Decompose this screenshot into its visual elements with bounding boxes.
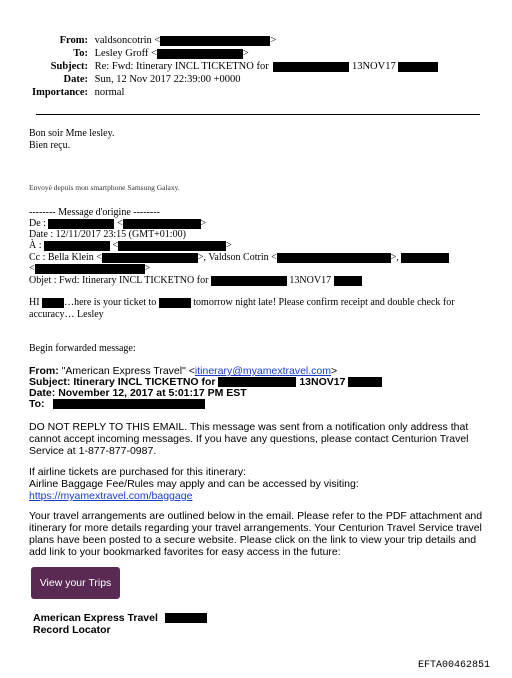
header-from-value: valdsoncotrin < xyxy=(94,35,161,46)
notice-p3-line-4: add link to your bookmarked favorites for easy access in the future: xyxy=(29,546,341,558)
forwarded-date-value: November 12, 2017 at 5:01:17 PM EST xyxy=(58,387,247,399)
forwarded-subject-date: 13NOV17 xyxy=(299,376,346,388)
forwarded-from-email-link[interactable]: itinerary@myamextravel.com xyxy=(194,365,331,377)
redaction xyxy=(348,377,382,387)
header-subject-value: Re: Fwd: Itinerary INCL TICKETNO for xyxy=(94,61,269,72)
header-date-label: Date: xyxy=(63,74,88,85)
redaction xyxy=(53,399,205,409)
reply-signature: Envoyé depuis mon smartphone Samsung Galaxy. xyxy=(29,183,180,192)
reply-line-2: Bien reçu. xyxy=(29,140,71,151)
redaction xyxy=(35,264,145,274)
original-a-label: À : xyxy=(29,240,42,251)
redaction xyxy=(277,253,391,263)
redaction xyxy=(165,613,207,623)
original-objet-row xyxy=(29,275,362,287)
original-a-end: > xyxy=(226,240,232,251)
redaction xyxy=(334,276,362,286)
notice-p3-line-3: plans have been posted to a secure website. Please click on the link to view your trip details and xyxy=(29,534,477,546)
notice-p1-line-3: Service at 1-877-877-0987. xyxy=(29,445,157,457)
redaction xyxy=(159,298,191,308)
notice-p1-line-2: cannot accept incoming messages. If you have any questions, please contact Centurion Travel xyxy=(29,433,469,445)
redaction xyxy=(48,219,114,229)
forwarded-subject-value: Itinerary INCL TICKETNO for xyxy=(73,376,216,388)
original-body-hi: HI xyxy=(29,297,40,308)
forwarded-subject-label: Subject: xyxy=(29,376,71,388)
original-cc-label: Cc : Bella Klein < xyxy=(29,252,102,263)
original-date: Date : 12/11/2017 23:15 (GMT+01:00) xyxy=(29,229,186,240)
header-to-value: Lesley Groff < xyxy=(94,48,157,59)
original-cc-line2-start: < xyxy=(29,263,35,274)
forwarded-from-label: From: xyxy=(29,365,59,377)
header-to-row xyxy=(0,47,249,60)
footer-record-locator: Record Locator xyxy=(33,624,111,636)
redaction xyxy=(123,219,201,229)
notice-p3-line-2: itinerary for more details regarding your travel arrangements. Your Centurion Travel Service travel xyxy=(29,522,482,534)
view-trips-button[interactable]: View your Trips xyxy=(31,567,120,599)
redaction xyxy=(102,253,198,263)
original-cc-mid: >, Valdson Cotrin < xyxy=(197,252,277,263)
redaction xyxy=(273,62,349,72)
footer-company: American Express Travel xyxy=(33,612,158,624)
header-to-label: To: xyxy=(73,48,88,59)
baggage-link[interactable]: https://myamextravel.com/baggage xyxy=(29,490,193,502)
notice-p3-line-1: Your travel arrangements are outlined below in the email. Please refer to the PDF attachment and xyxy=(29,510,483,522)
original-de-end: > xyxy=(200,218,207,229)
original-a-row: À : < > xyxy=(29,240,232,251)
redaction xyxy=(218,377,296,387)
original-title: -------- Message d'origine -------- xyxy=(29,207,160,218)
header-from-row xyxy=(0,34,276,47)
header-to-end: > xyxy=(242,48,249,59)
notice-p1-line-1: DO NOT REPLY TO THIS EMAIL. This message was sent from a notification only address that xyxy=(29,421,469,433)
notice-p2-line-2: Airline Baggage Fee/Rules may apply and can be accessed by visiting: xyxy=(29,478,359,490)
redaction xyxy=(157,49,243,59)
header-subject-date: 13NOV17 xyxy=(351,61,396,72)
original-body-line-1 xyxy=(29,297,455,309)
forwarded-begin: Begin forwarded message: xyxy=(29,343,136,354)
forwarded-from-value: "American Express Travel" < xyxy=(61,365,195,377)
forwarded-from-end: > xyxy=(331,365,338,377)
notice-p2-line-1: If airline tickets are purchased for this itinerary: xyxy=(29,466,247,478)
header-importance-value: normal xyxy=(94,87,125,98)
redaction xyxy=(44,241,110,251)
document-id: EFTA00462851 xyxy=(418,660,491,671)
original-objet-label: Objet : Fwd: Itinerary INCL TICKETNO for xyxy=(29,275,209,286)
original-cc-row-2 xyxy=(29,263,150,275)
redaction xyxy=(398,62,438,72)
header-from-end: > xyxy=(270,35,277,46)
redaction xyxy=(42,298,64,308)
header-date-value: Sun, 12 Nov 2017 22:39:00 +0000 xyxy=(94,74,241,85)
reply-line-1: Bon soir Mme lesley. xyxy=(29,128,115,139)
header-subject-label: Subject: xyxy=(50,61,88,72)
original-body-line-2: accuracy… Lesley xyxy=(29,309,104,320)
original-de-row: De : < > xyxy=(29,218,207,229)
header-from-label: From: xyxy=(59,35,88,46)
original-cc-line2-end: > xyxy=(144,263,151,274)
header-subject-row xyxy=(0,60,438,73)
original-body-end: tomorrow night late! Please confirm receipt and double check for xyxy=(193,297,455,308)
footer-company-row xyxy=(33,612,207,625)
header-importance-label: Importance: xyxy=(32,87,88,98)
original-cc-end: >, xyxy=(390,252,399,263)
redaction xyxy=(211,276,287,286)
forwarded-to-label: To: xyxy=(29,398,45,410)
forwarded-date-label: Date: xyxy=(29,387,56,399)
original-de-label: De : xyxy=(29,218,46,229)
header-date-row xyxy=(0,73,241,86)
redaction xyxy=(160,36,270,46)
forwarded-to-row xyxy=(29,398,205,411)
redaction xyxy=(118,241,226,251)
redaction xyxy=(401,253,449,263)
original-objet-date: 13NOV17 xyxy=(289,275,332,286)
header-importance-row xyxy=(0,86,124,99)
original-body-mid: …here is your ticket to xyxy=(64,297,157,308)
header-divider xyxy=(36,114,480,115)
